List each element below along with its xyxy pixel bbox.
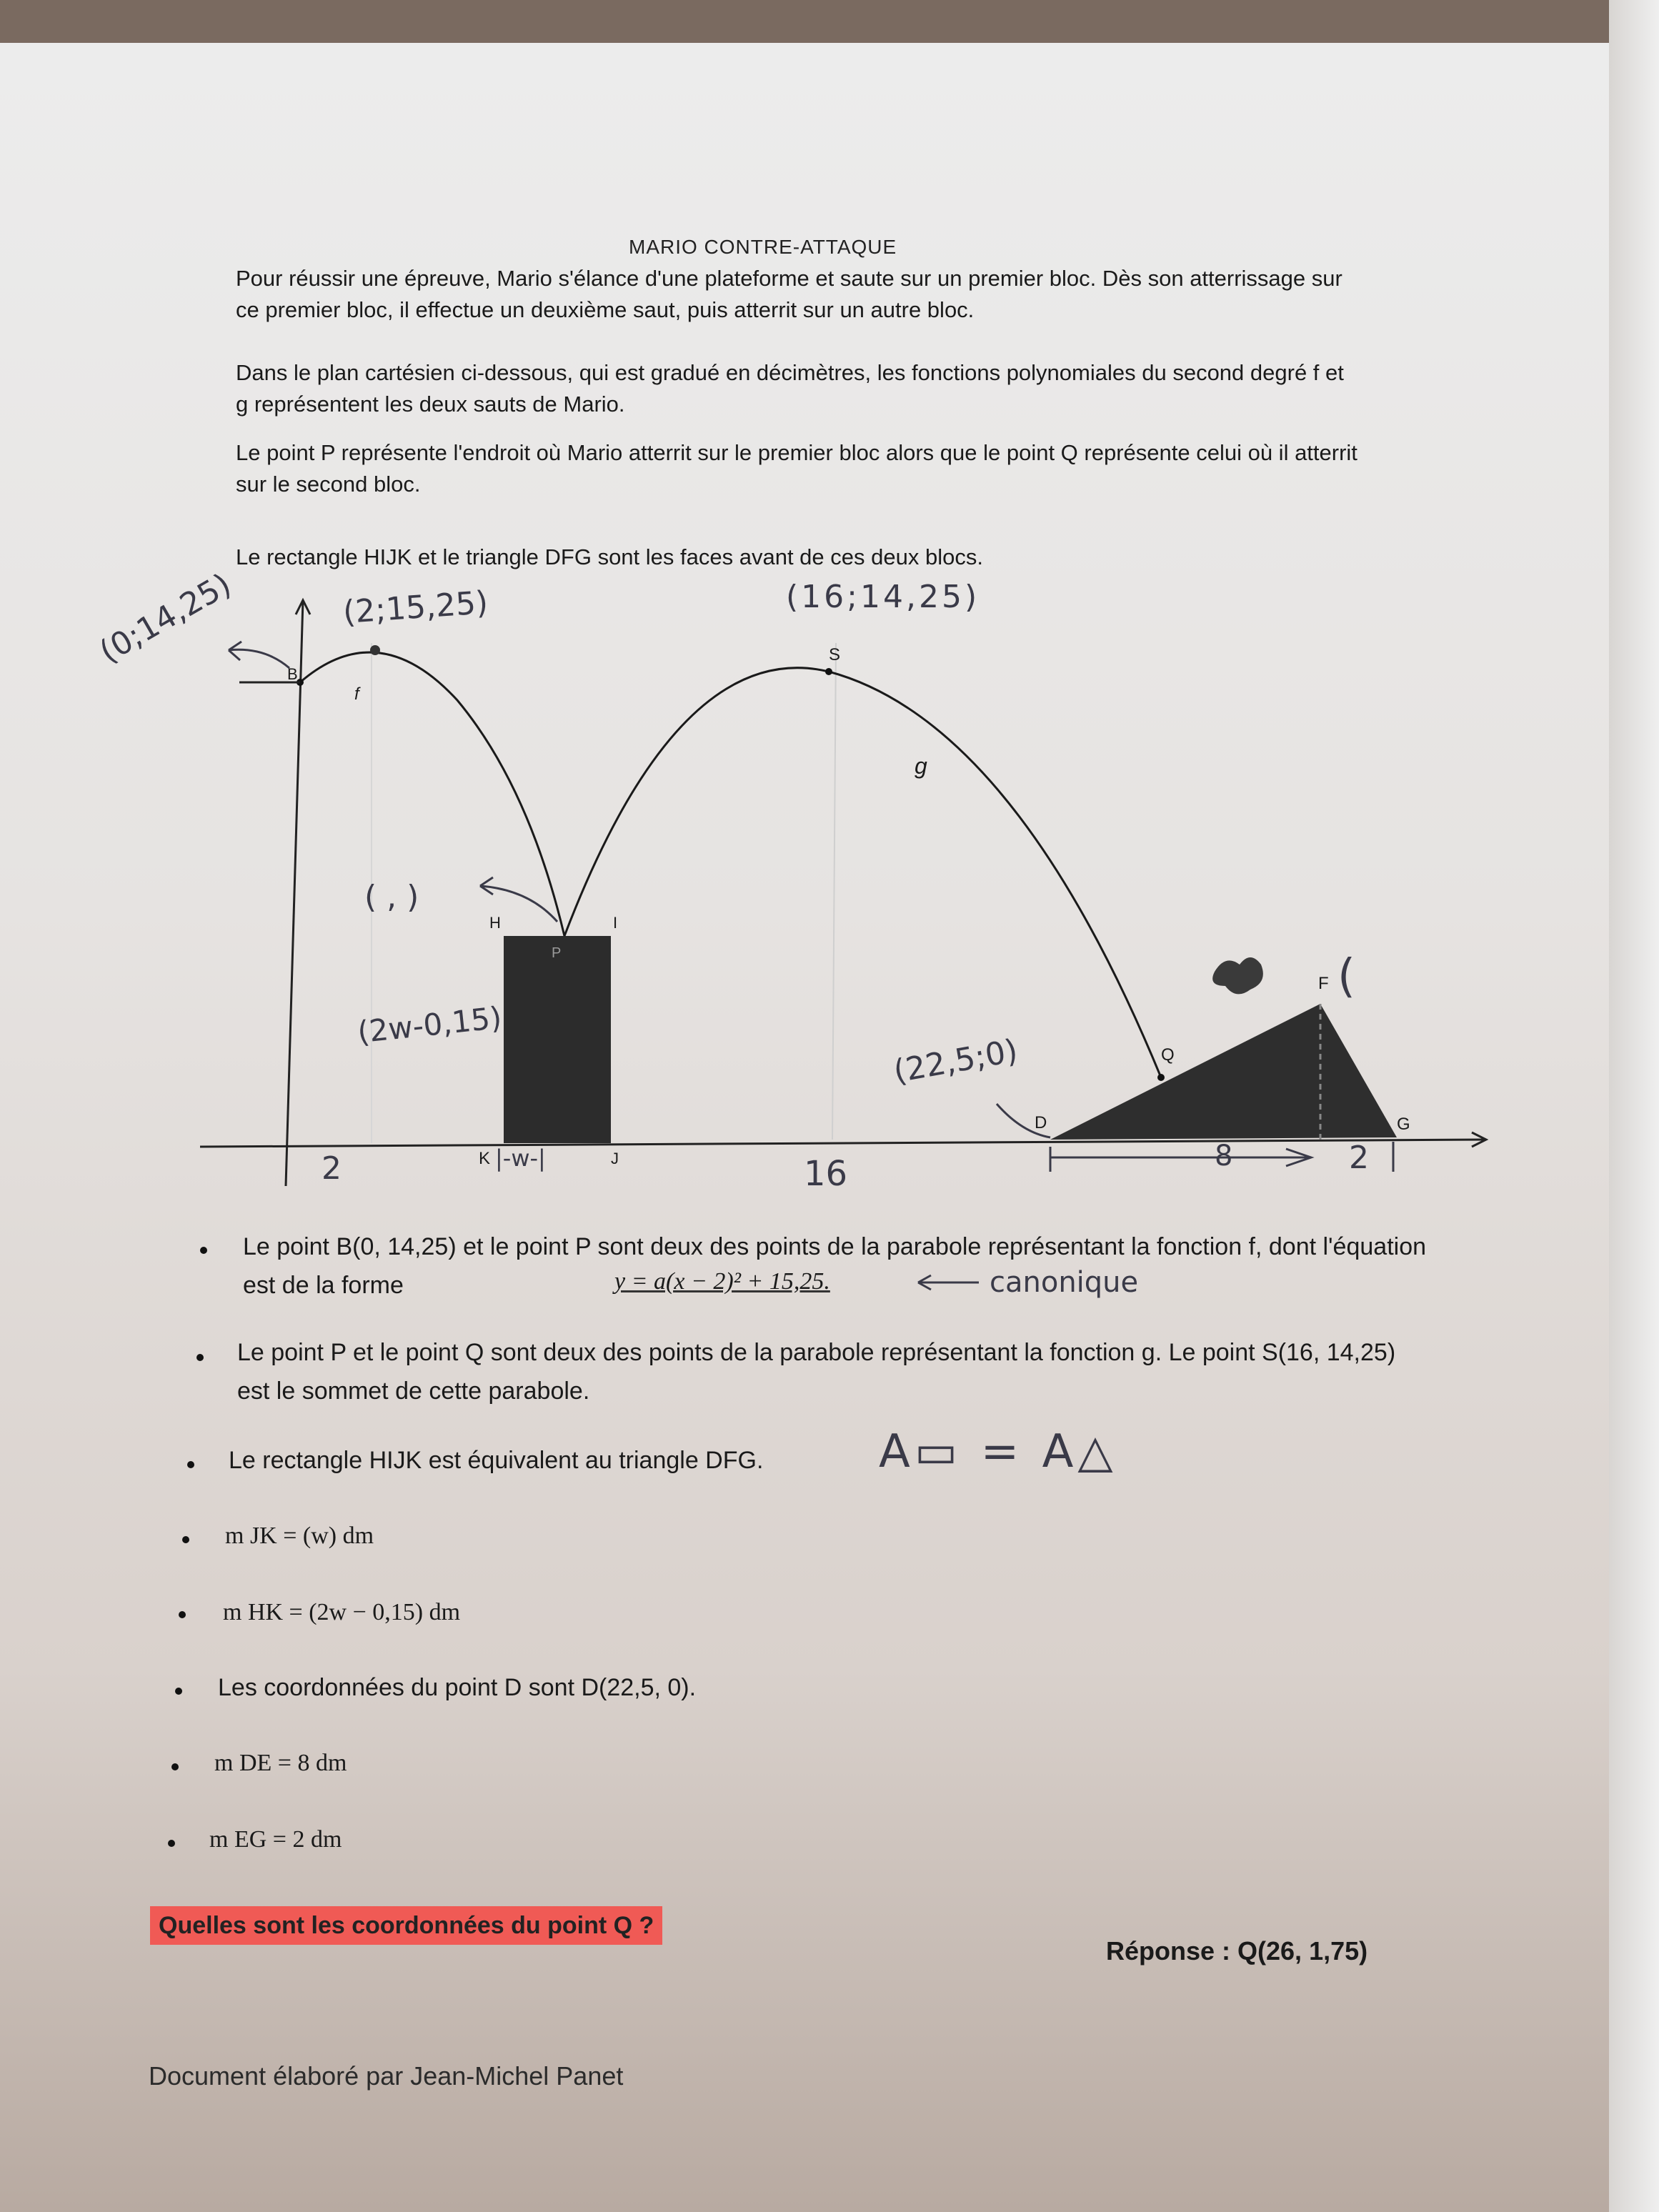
label-g-point: G — [1397, 1115, 1410, 1134]
point-vertex-f — [370, 645, 380, 655]
bullet-dot — [168, 1840, 175, 1847]
label-s: S — [829, 645, 841, 664]
label-k: K — [479, 1149, 491, 1168]
bullet-6-text: Les coordonnées du point D sont D(22,5, 0). — [218, 1674, 697, 1701]
bullet-dot — [179, 1611, 186, 1618]
x-axis — [200, 1140, 1486, 1147]
document-title: MARIO CONTRE-ATTAQUE — [629, 236, 897, 258]
scribble-mark — [1212, 957, 1263, 994]
bullet-dot — [200, 1247, 207, 1254]
bullet-2-text: Le point P et le point Q sont deux des points de la parabole représentant la fonction g. Le point S(16, 14,25) est le sommet de cette parabole. — [237, 1339, 1396, 1405]
bullet-8-text: m EG = 2 dm — [209, 1826, 342, 1853]
intro-paragraph-4: Le rectangle HIJK et le triangle DFG sont les faces avant de ces deux blocs. — [236, 544, 983, 569]
label-f: f — [354, 684, 359, 704]
grid-line — [832, 643, 836, 1140]
intro-paragraph-2: Dans le plan cartésien ci-dessous, qui est gradué en décimètres, les fonctions polynomiales du second degré f et g représentent les deux sauts de Mario. — [236, 360, 1344, 417]
handwritten-x-w: |-w-| — [495, 1145, 546, 1172]
bullet-1-text: Le point B(0, 14,25) et le point P sont deux des points de la parabole représentant la fonction f, dont l'équation est de la forme — [243, 1233, 1427, 1299]
answer-text: Réponse : Q(26, 1,75) — [1106, 1936, 1368, 1966]
label-p: P — [552, 945, 562, 961]
bullet-5-text: m HK = (2w − 0,15) dm — [223, 1599, 461, 1625]
label-d: D — [1035, 1113, 1047, 1132]
handwritten-de-length: 8 — [1215, 1140, 1233, 1172]
parabola-f — [300, 652, 564, 936]
footer-credit: Document élaboré par Jean-Michel Panet — [149, 2061, 624, 2091]
handwritten-eg-length: 2 — [1349, 1140, 1369, 1176]
bullet-4-text: m JK = (w) dm — [225, 1523, 374, 1549]
handwritten-x-sixteen: 16 — [804, 1154, 848, 1194]
parabola-g — [564, 668, 1161, 1077]
question-highlight: Quelles sont les coordonnées du point Q ? — [150, 1906, 662, 1945]
triangle-dfg — [1050, 1004, 1397, 1140]
bullet-dot — [171, 1763, 179, 1770]
label-j: J — [611, 1150, 619, 1167]
point-q — [1157, 1074, 1165, 1081]
handwritten-f-paren: ( — [1337, 950, 1355, 1003]
bullet-dot — [182, 1536, 189, 1543]
bullet-dot — [196, 1354, 204, 1361]
label-q: Q — [1161, 1045, 1175, 1065]
handwritten-height: (2w-0,15) — [355, 1000, 504, 1050]
bullet-7-text: m DE = 8 dm — [214, 1750, 347, 1776]
bullet-3-note: A▭ = A△ — [879, 1425, 1117, 1478]
bullet-3-text: Le rectangle HIJK est équivalent au triangle DFG. — [229, 1447, 764, 1474]
bullet-1-note: canonique — [990, 1266, 1139, 1299]
handwritten-vertex-g: (16;14,25) — [786, 579, 980, 615]
bullet-1-formula: y = a(x − 2)² + 15,25. — [614, 1268, 830, 1295]
handwritten-vertex-f: (2;15,25) — [342, 584, 489, 632]
intro-paragraph-3: Le point P représente l'endroit où Mario atterrit sur le premier bloc alors que le point Q représente celui où il atterrit sur le second bloc. — [236, 440, 1357, 497]
handwritten-arrow-b — [229, 642, 289, 668]
handwritten-d-coords: (22,5;0) — [890, 1032, 1021, 1090]
label-f-point: F — [1318, 974, 1329, 993]
handwritten-x-two: 2 — [322, 1150, 342, 1187]
label-i: I — [613, 914, 618, 932]
label-g: g — [915, 753, 927, 779]
label-b: B — [287, 665, 298, 683]
handwritten-p-note: ( , ) — [364, 879, 419, 915]
bullet-dot — [175, 1688, 182, 1695]
label-h: H — [489, 914, 501, 932]
bullet-dot — [187, 1461, 194, 1468]
intro-paragraph-1: Pour réussir une épreuve, Mario s'élance d'une plateforme et saute sur un premier bloc. Dès son atterrissage sur ce premier bloc, il effectue un deuxième saut, puis atterrit sur un autre bloc. — [236, 266, 1342, 322]
handwritten-b-coords: (0;14,25) — [93, 566, 238, 671]
